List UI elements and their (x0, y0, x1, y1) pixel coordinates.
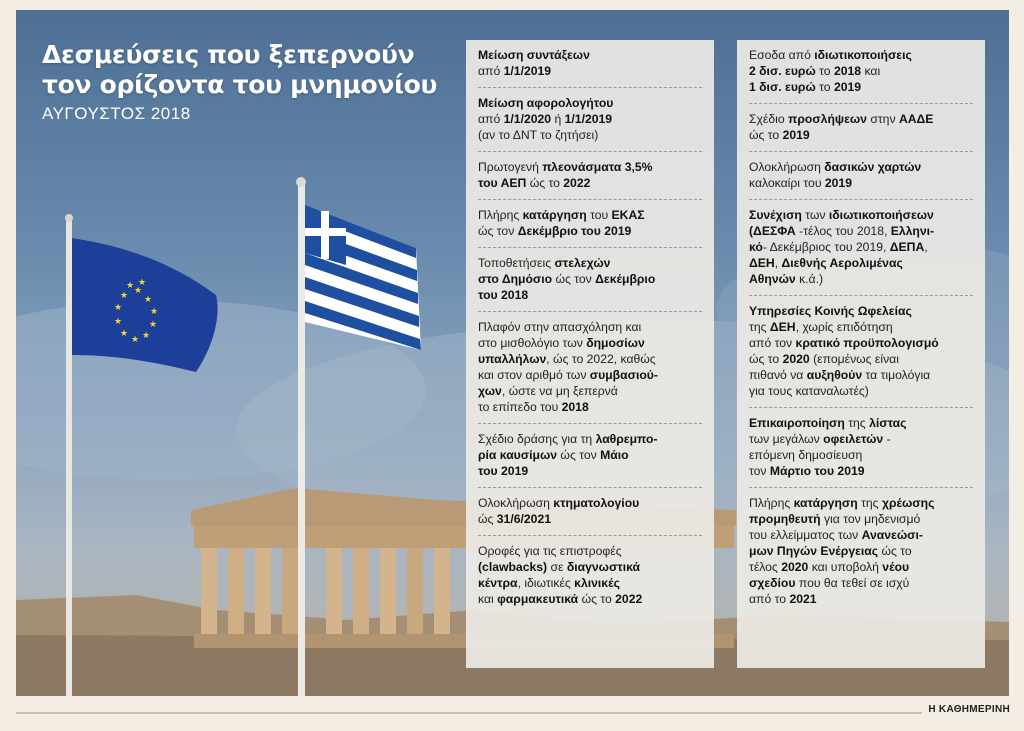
commitment-text: , ώστε να μη ξεπερνά (501, 384, 618, 398)
commitment-text: και (861, 64, 881, 78)
commitment-text: , χωρίς επιδότηση (795, 320, 893, 334)
commitment-text-bold: νέου (882, 560, 910, 574)
commitment-text: Πρωτογενή (478, 160, 543, 174)
commitment-text: και στον αριθμό των (478, 368, 590, 382)
commitment-text: ώς το (749, 128, 783, 142)
commitment-text: πιθανό να (749, 368, 807, 382)
commitment-text-bold: 2018 (561, 400, 589, 414)
commitment-text: κ.ά.) (795, 272, 824, 286)
commitment-text: από το (749, 592, 790, 606)
commitment-text: ή (551, 112, 565, 126)
commitment-text-bold: Δεκέμβριο (595, 272, 656, 286)
commitment-text-bold: χρέωσης (881, 496, 935, 510)
commitment-text: ώς το (878, 544, 912, 558)
commitment-item (749, 488, 973, 615)
commitment-text: των μεγάλων (749, 432, 824, 446)
commitment-text-bold: Μείωση αφορολογήτου (478, 96, 614, 110)
svg-text:★: ★ (114, 317, 123, 327)
commitment-text: το (815, 64, 834, 78)
commitment-text: , ώς το 2022, καθώς (546, 352, 656, 366)
commitment-text-bold: ιδιωτικοποιήσεων (828, 208, 934, 222)
commitment-item (749, 296, 973, 408)
commitment-text-bold: 2022 (563, 176, 591, 190)
commitment-text: - (883, 432, 891, 446)
commitment-text-bold: ΔΕΗ (769, 320, 796, 334)
commitment-text-bold: ΕΚΑΣ (611, 208, 645, 222)
commitment-text-bold: κλινικές (574, 576, 620, 590)
svg-text:★: ★ (150, 307, 159, 317)
flagpole (66, 218, 72, 696)
commitment-text: (αν το ΔΝΤ το ζητήσει) (478, 128, 599, 142)
svg-text:★: ★ (114, 303, 123, 313)
commitment-text-bold: 2021 (789, 592, 817, 606)
commitment-text-bold: διαγνωστικά (566, 560, 641, 574)
commitment-text-bold: ΔΕΗ (749, 256, 775, 270)
commitment-text: καλοκαίρι του (749, 176, 825, 190)
commitment-text: τα τιμολόγια (862, 368, 931, 382)
commitment-text-bold: στο Δημόσιο (478, 272, 553, 286)
commitment-text-bold: λαθρεμπο- (595, 432, 658, 446)
commitment-text-bold: 2 δισ. ευρώ (749, 64, 816, 78)
commitment-text-bold: Μάρτιο του 2019 (769, 464, 865, 478)
commitment-text: , (924, 240, 928, 254)
commitment-text-bold: Επικαιροποίηση (749, 416, 845, 430)
commitment-text: της (857, 496, 882, 510)
commitment-text-bold: (clawbacks) (478, 560, 548, 574)
commitment-text-bold: 2019 (824, 176, 852, 190)
page-title-line-1: Δεσμεύσεις που ξεπερνούν (42, 40, 415, 69)
commitment-text: της (749, 320, 770, 334)
commitment-text: Εσοδα από (749, 48, 815, 62)
commitment-text: - Δεκέμβριος του 2019, (762, 240, 890, 254)
svg-text:★: ★ (144, 295, 153, 305)
svg-text:★: ★ (126, 281, 135, 291)
commitment-text-bold: 31/6/2021 (496, 512, 552, 526)
commitment-text-bold: χων (478, 384, 502, 398)
commitment-text: και (478, 592, 498, 606)
commitment-text-bold: κό (749, 240, 763, 254)
commitment-text-bold: σχεδίου (749, 576, 796, 590)
commitment-text: (επομένως είναι (809, 352, 899, 366)
svg-text:★: ★ (120, 329, 129, 339)
svg-text:★: ★ (149, 320, 158, 330)
publisher-logo: Η ΚΑΘΗΜΕΡΙΝΗ (922, 704, 1010, 715)
commitment-text: σε (547, 560, 567, 574)
commitment-text-bold: 1/1/2020 (503, 112, 552, 126)
header (42, 40, 437, 124)
commitment-text-bold: αυξηθούν (806, 368, 863, 382)
commitment-text-bold: 2019 (782, 128, 810, 142)
commitment-text: τέλος (749, 560, 782, 574)
commitment-text: στο μισθολόγιο των (478, 336, 587, 350)
commitment-item (749, 408, 973, 488)
commitment-item (478, 200, 702, 248)
commitment-text-bold: 2020 (782, 352, 810, 366)
commitment-text: το επίπεδο του (478, 400, 562, 414)
commitment-text: τον (749, 464, 770, 478)
commitment-item (478, 40, 702, 88)
page-subtitle: ΑΥΓΟΥΣΤΟΣ 2018 (42, 104, 191, 123)
svg-text:★: ★ (131, 335, 140, 345)
commitment-text-bold: οφειλετών (823, 432, 884, 446)
commitment-text: το (815, 80, 834, 94)
svg-text:★: ★ (138, 278, 147, 288)
commitment-text-bold: 2022 (615, 592, 643, 606)
commitment-text: ώς τον (552, 272, 596, 286)
commitment-text-bold: 1/1/2019 (503, 64, 552, 78)
commitment-text: ώς τον (557, 448, 601, 462)
commitment-text-bold: ιδιωτικοποιήσεις (814, 48, 912, 62)
commitment-text-bold: Δεκέμβριο του 2019 (517, 224, 632, 238)
commitment-text: που θα τεθεί σε ισχύ (795, 576, 910, 590)
commitment-text-bold: φαρμακευτικά (497, 592, 579, 606)
commitment-text: για τον μηδενισμό (820, 512, 921, 526)
page-title-line-2: τον ορίζοντα του μνημονίου (42, 70, 438, 99)
commitment-text-bold: 2020 (781, 560, 809, 574)
commitment-text-bold: πλεονάσματα 3,5% (542, 160, 653, 174)
commitment-text-bold: Ανανεώσι- (861, 528, 923, 542)
commitment-text-bold: προσλήψεων (788, 112, 867, 126)
commitment-text: του ελλείμματος των (749, 528, 862, 542)
commitment-item (478, 424, 702, 488)
commitment-item (749, 104, 973, 152)
commitment-text-bold: 2019 (833, 80, 862, 94)
commitment-text: ώς το (526, 176, 564, 190)
svg-text:★: ★ (120, 291, 129, 301)
commitment-text: Σχέδιο (749, 112, 789, 126)
commitment-text-bold: κέντρα (478, 576, 518, 590)
commitment-item (478, 152, 702, 200)
commitment-text-bold: 1/1/2019 (564, 112, 613, 126)
commitment-text-bold: Αθηνών (749, 272, 796, 286)
commitment-text-bold: 1 δισ. ευρώ (749, 80, 816, 94)
commitment-text-bold: του 2019 (478, 464, 529, 478)
commitment-item (478, 312, 702, 424)
commitment-text: Ολοκλήρωση (749, 160, 825, 174)
commitment-text: -τέλος του 2018, (795, 224, 891, 238)
commitment-text-bold: του 2018 (478, 288, 529, 302)
commitment-text: Πλήρης (749, 496, 794, 510)
commitment-text: από (478, 64, 504, 78)
commitment-item (478, 248, 702, 312)
svg-text:★: ★ (142, 331, 151, 341)
commitment-text-bold: κτηματολογίου (553, 496, 640, 510)
commitment-text-bold: προμηθευτή (749, 512, 821, 526)
commitment-text: Σχέδιο δράσης για τη (478, 432, 596, 446)
commitment-text: του (586, 208, 612, 222)
commitment-item (749, 152, 973, 200)
commitment-text-bold: 2018 (833, 64, 862, 78)
commitment-text-bold: ΑΑΔΕ (898, 112, 934, 126)
commitment-text: από (478, 112, 504, 126)
commitment-text: Οροφές για τις επιστροφές (478, 544, 622, 558)
commitment-text-bold: λίστας (869, 416, 907, 430)
svg-text:★: ★ (134, 286, 143, 296)
commitment-text-bold: δασικών χαρτών (824, 160, 922, 174)
commitment-text: ώς τον (478, 224, 518, 238)
commitment-text-bold: Μείωση συντάξεων (478, 48, 590, 62)
commitment-item (478, 536, 702, 615)
commitment-text-bold: του ΑΕΠ (478, 176, 527, 190)
commitment-text-bold: μων Πηγών Ενέργειας (749, 544, 879, 558)
commitment-text-bold: στελεχών (554, 256, 611, 270)
commitment-text-bold: κατάργηση (522, 208, 587, 222)
commitment-text: και υποβολή (808, 560, 883, 574)
footer-divider (16, 712, 1009, 714)
commitment-item (749, 200, 973, 296)
commitments-column-right (737, 40, 985, 668)
commitment-text-bold: Ελληνι- (890, 224, 935, 238)
commitments-column-left (466, 40, 714, 668)
commitment-text: επόμενη δημοσίευση (749, 448, 863, 462)
commitment-text: ώς το (749, 352, 783, 366)
flagpole (298, 182, 305, 696)
commitment-text: Πλαφόν στην απασχόληση και (478, 320, 642, 334)
commitment-text: των (801, 208, 829, 222)
commitment-text-bold: Διεθνής Αερολιμένας (781, 256, 903, 270)
commitment-text-bold: υπαλλήλων (478, 352, 547, 366)
commitment-text: στην (866, 112, 899, 126)
commitment-item (749, 40, 973, 104)
commitment-text-bold: Συνέχιση (749, 208, 802, 222)
commitment-text: Ολοκλήρωση (478, 496, 554, 510)
commitment-text-bold: Μάιο (600, 448, 629, 462)
commitment-text: , ιδιωτικές (517, 576, 575, 590)
commitment-text: , (774, 256, 782, 270)
commitment-text-bold: δημοσίων (586, 336, 645, 350)
commitment-text-bold: ΔΕΠΑ (889, 240, 925, 254)
commitment-text: Πλήρης (478, 208, 523, 222)
commitment-text: από τον (749, 336, 796, 350)
commitment-text-bold: ρία καυσίμων (478, 448, 558, 462)
eu-flag-icon (72, 238, 218, 372)
commitment-text-bold: (ΔΕΣΦΑ (749, 224, 796, 238)
commitment-text: ώς το (578, 592, 616, 606)
commitment-text-bold: κρατικό προϋπολογισμό (795, 336, 939, 350)
commitment-text-bold: κατάργηση (793, 496, 858, 510)
commitment-text: της (844, 416, 870, 430)
commitment-item (478, 88, 702, 152)
commitment-text-bold: συμβασιού- (589, 368, 658, 382)
commitment-text: για τους καταναλωτές) (749, 384, 869, 398)
commitment-text-bold: Υπηρεσίες Κοινής Ωφελείας (749, 304, 912, 318)
commitment-item (478, 488, 702, 536)
commitment-text: Τοποθετήσεις (478, 256, 555, 270)
commitment-text: ώς (478, 512, 497, 526)
